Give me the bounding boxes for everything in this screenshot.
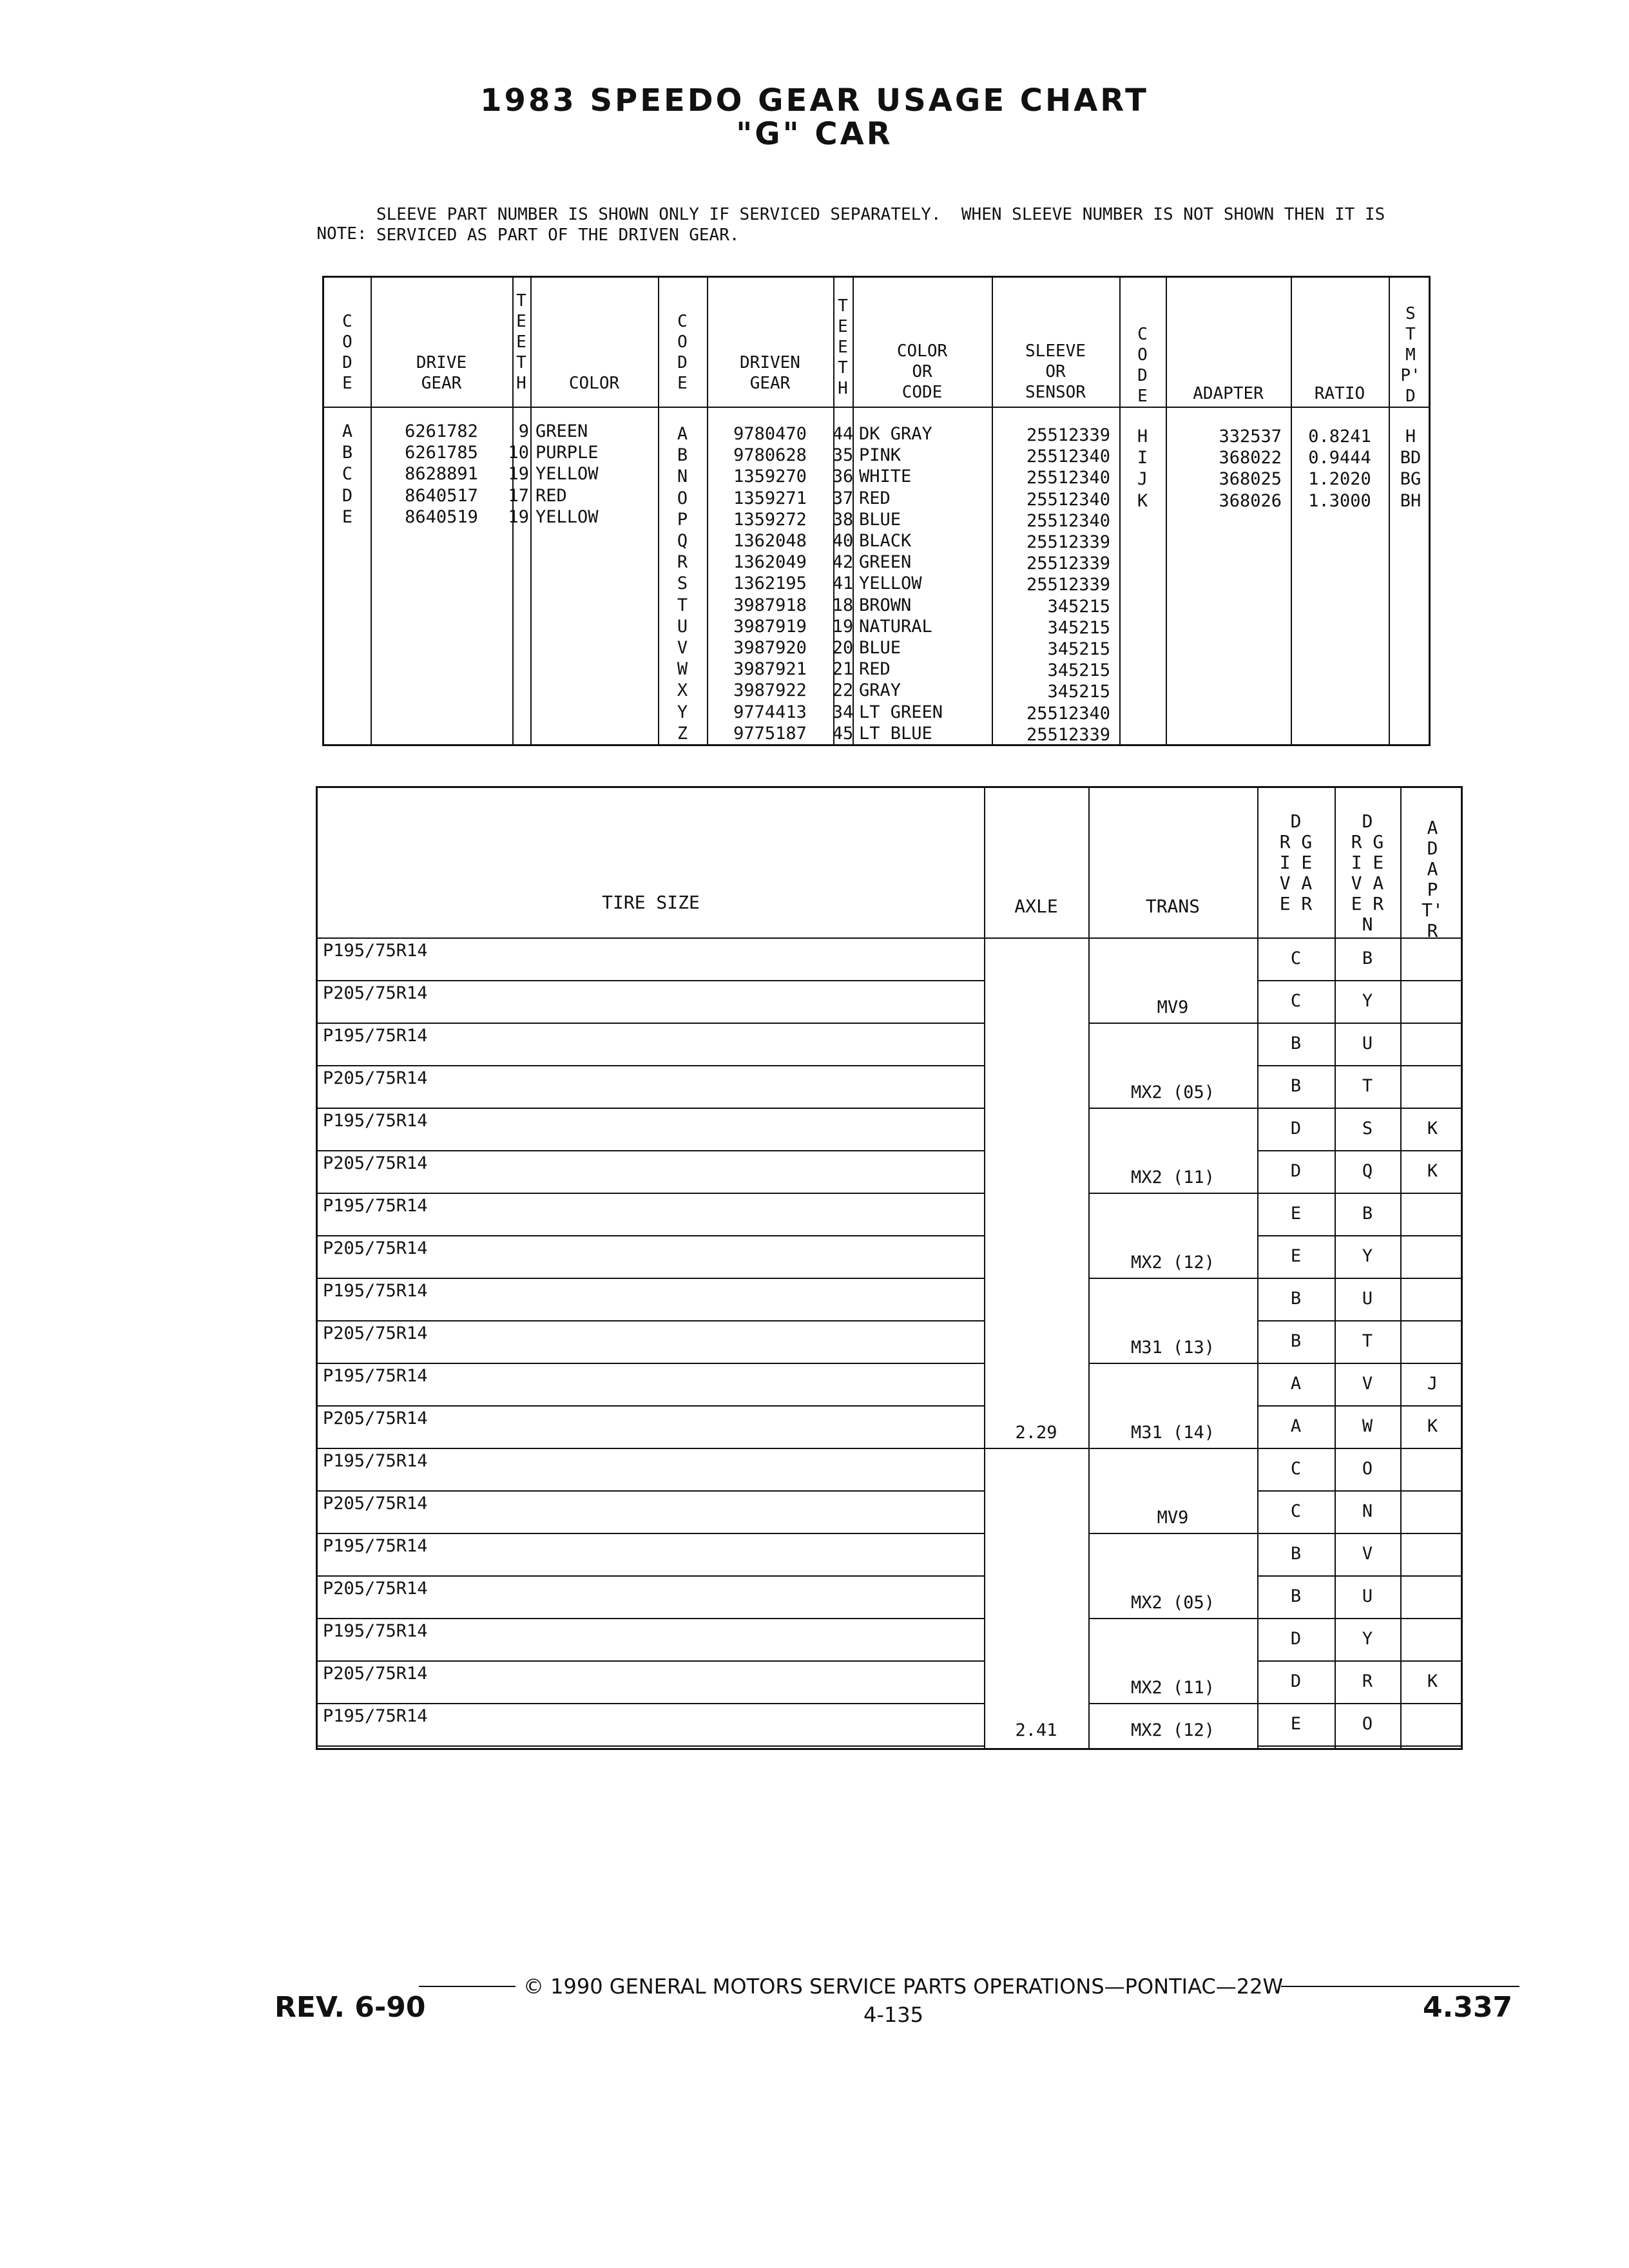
header-teeth-2: T E E T H: [838, 296, 848, 398]
driven-codes: A B N O P Q R S T U V W X Y Z: [677, 424, 688, 744]
axle-cell: [984, 1199, 1088, 1242]
drive-gears: 6261782 6261785 8628891 8640517 8640519: [405, 421, 478, 527]
tire-size-cell: P205/75R14: [323, 1153, 428, 1173]
driven-gear-cell: R: [1362, 1671, 1373, 1691]
adapter-cell: [1400, 1235, 1465, 1278]
axle-cell: [984, 1667, 1088, 1709]
axle-cell: [984, 1539, 1088, 1582]
copyright: © 1990 GENERAL MOTORS SERVICE PARTS OPERATIONS—PONTIAC—22W: [523, 1974, 1284, 1999]
tire-size-cell: P205/75R14: [323, 1579, 428, 1599]
header-code-3: C O D E: [1137, 325, 1148, 406]
drive-gear-cell: D: [1290, 1671, 1302, 1691]
axle-cell: [984, 1072, 1088, 1114]
adapter-cell: [1400, 1278, 1465, 1320]
tire-size-cell: P195/75R14: [323, 1366, 428, 1386]
driven-gear-cell: B: [1362, 1204, 1373, 1224]
adapter-cell: K: [1427, 1671, 1438, 1691]
driven-gear-cell: O: [1362, 1714, 1373, 1734]
header-teeth-1: T E E T H: [516, 291, 526, 393]
header-drive-gear: DRIVE GEAR: [416, 353, 467, 393]
adapter-stamps: H BD BG BH: [1400, 427, 1422, 511]
trans-cell: [1088, 1624, 1257, 1667]
trans-cell: [1088, 1369, 1257, 1412]
header-stmpd: S T M P' D: [1400, 304, 1421, 406]
trans-cell: MX2 (05): [1130, 1082, 1215, 1102]
trans-cell: [1088, 944, 1257, 986]
driven-gear-cell: U: [1362, 1289, 1373, 1309]
tire-size-cell: P195/75R14: [323, 1536, 428, 1556]
adapter-cell: [1400, 1320, 1465, 1363]
drive-gear-cell: B: [1290, 1076, 1302, 1096]
driven-gear-cell: Y: [1362, 1629, 1373, 1649]
adapter-cell: [1400, 1448, 1465, 1490]
driven-gear-cell: V: [1362, 1374, 1373, 1394]
header-ratio: RATIO: [1314, 384, 1365, 403]
drive-gear-cell: C: [1290, 991, 1302, 1011]
header-color-code: COLOR OR CODE: [896, 341, 948, 402]
drive-gear-cell: B: [1290, 1331, 1302, 1351]
trans-cell: [1088, 1454, 1257, 1497]
driven-gear-cell: O: [1362, 1459, 1373, 1479]
note-label: NOTE:: [316, 224, 367, 244]
adapter-cell: [1400, 1703, 1465, 1745]
header-code-2: C O D E: [677, 312, 688, 393]
header-adapter-2: A D A P T' R: [1422, 817, 1443, 941]
trans-cell: MX2 (05): [1130, 1593, 1215, 1613]
tire-size-cell: P195/75R14: [323, 1706, 428, 1726]
driven-gears: 9780470 9780628 1359270 1359271 1359272 1362048 1362049 1362195 3987918 3987919 3987920 3987921 3987922 9774413 9775187: [733, 424, 807, 744]
driven-gear-cell: U: [1362, 1586, 1373, 1606]
drive-gear-cell: A: [1290, 1416, 1302, 1436]
trans-cell: M31 (13): [1130, 1338, 1215, 1358]
drive-teeth: 9 10 19 17 19: [508, 421, 529, 527]
drive-gear-cell: C: [1290, 1459, 1302, 1479]
axle-cell: [984, 1454, 1088, 1497]
tire-size-cell: P195/75R14: [323, 941, 428, 961]
tire-size-cell: P205/75R14: [323, 1323, 428, 1343]
adapter-cell: [1400, 980, 1465, 1023]
driven-gear-cell: W: [1362, 1416, 1373, 1436]
axle-cell: [984, 1327, 1088, 1369]
header-driven-gear-2: D R G I E V A E R N: [1351, 811, 1384, 935]
driven-sleeves: 25512339 25512340 25512340 25512340 25512340 25512339 25512339 25512339 345215 345215 345215 345215 345215 25512340 25512339: [1026, 425, 1110, 745]
drive-gear-cell: B: [1290, 1586, 1302, 1606]
header-axle: AXLE: [1014, 896, 1058, 917]
drive-gear-cell: C: [1290, 948, 1302, 968]
header-driven-gear: DRIVEN GEAR: [740, 353, 800, 393]
header-trans: TRANS: [1145, 896, 1200, 917]
tire-size-cell: P195/75R14: [323, 1111, 428, 1131]
page-title: 1983 SPEEDO GEAR USAGE CHART: [480, 82, 1149, 119]
header-sleeve: SLEEVE OR SENSOR: [1025, 341, 1086, 402]
adapter-cell: [1400, 1533, 1465, 1575]
axle-cell: [984, 1582, 1088, 1624]
driven-gear-cell: Y: [1362, 1246, 1373, 1266]
adapter-cell: K: [1427, 1416, 1438, 1436]
driven-colors: DK GRAY PINK WHITE RED BLUE BLACK GREEN YELLOW BROWN NATURAL BLUE RED GRAY LT GREEN LT BLUE: [859, 424, 943, 744]
trans-cell: M31 (14): [1130, 1423, 1215, 1443]
adapter-cell: K: [1427, 1161, 1438, 1181]
adapter-cell: [1400, 1490, 1465, 1533]
drive-gear-cell: E: [1290, 1714, 1302, 1734]
drive-gear-cell: E: [1290, 1204, 1302, 1224]
trans-cell: MX2 (12): [1130, 1253, 1215, 1273]
revision: REV. 6-90: [275, 1991, 426, 2024]
adapter-codes: H I J K: [1137, 427, 1148, 511]
header-tire-size: TIRE SIZE: [602, 892, 700, 913]
adapter-cell: [1400, 1193, 1465, 1235]
tire-size-cell: P195/75R14: [323, 1281, 428, 1301]
tire-size-cell: P205/75R14: [323, 1238, 428, 1258]
page-number-right: 4.337: [1423, 1991, 1513, 2024]
tire-size-cell: P195/75R14: [323, 1451, 428, 1471]
axle-cell: [984, 1624, 1088, 1667]
axle-cell: [984, 1242, 1088, 1284]
header-color-1: COLOR: [568, 374, 620, 393]
adapter-parts: 332537 368022 368025 368026: [1219, 427, 1282, 511]
adapter-ratios: 0.8241 0.9444 1.2020 1.3000: [1308, 427, 1371, 511]
driven-gear-cell: Y: [1362, 991, 1373, 1011]
axle-cell: [984, 1284, 1088, 1327]
axle-cell: [984, 1157, 1088, 1199]
trans-cell: MX2 (11): [1130, 1678, 1215, 1698]
axle-cell: 2.29: [1015, 1423, 1057, 1443]
header-adapter: ADAPTER: [1193, 384, 1264, 403]
tire-size-cell: P195/75R14: [323, 1621, 428, 1641]
adapter-cell: [1400, 1575, 1465, 1618]
axle-cell: [984, 1029, 1088, 1072]
trans-cell: [1088, 1284, 1257, 1327]
driven-gear-cell: T: [1362, 1331, 1373, 1351]
adapter-cell: [1400, 1023, 1465, 1065]
drive-gear-cell: D: [1290, 1119, 1302, 1139]
tire-size-cell: P205/75R14: [323, 1494, 428, 1514]
driven-teeth: 44 35 36 37 38 40 42 41 18 19 20 21 22 34 45: [832, 424, 854, 744]
page-number-center: 4-135: [863, 2003, 923, 2027]
trans-cell: [1088, 1539, 1257, 1582]
axle-cell: [984, 1114, 1088, 1157]
header-code-1: C O D E: [342, 312, 352, 393]
adapter-cell: [1400, 1065, 1465, 1108]
driven-gear-cell: N: [1362, 1501, 1373, 1521]
tire-size-cell: P205/75R14: [323, 1408, 428, 1428]
drive-gear-cell: B: [1290, 1544, 1302, 1564]
page-subtitle: "G" CAR: [736, 116, 893, 152]
note-line-2: SERVICED AS PART OF THE DRIVEN GEAR.: [376, 226, 740, 245]
adapter-cell: [1400, 937, 1465, 980]
driven-gear-cell: V: [1362, 1544, 1373, 1564]
note-line-1: SLEEVE PART NUMBER IS SHOWN ONLY IF SERVICED SEPARATELY. WHEN SLEEVE NUMBER IS NOT SHOWN THEN IT IS: [376, 205, 1385, 224]
adapter-cell: K: [1427, 1119, 1438, 1139]
driven-gear-cell: S: [1362, 1119, 1373, 1139]
trans-cell: MX2 (12): [1130, 1720, 1215, 1740]
axle-cell: [984, 986, 1088, 1029]
header-drive-gear-2: D R G I E V A E R: [1279, 811, 1313, 914]
tire-size-cell: P195/75R14: [323, 1026, 428, 1046]
drive-colors: GREEN PURPLE YELLOW RED YELLOW: [535, 421, 599, 527]
adapter-cell: J: [1427, 1374, 1438, 1394]
drive-gear-cell: C: [1290, 1501, 1302, 1521]
drive-gear-cell: A: [1290, 1374, 1302, 1394]
axle-cell: [984, 1369, 1088, 1412]
trans-cell: [1088, 1199, 1257, 1242]
tire-size-cell: P205/75R14: [323, 1664, 428, 1684]
trans-cell: MX2 (11): [1130, 1168, 1215, 1187]
trans-cell: MV9: [1157, 1508, 1189, 1528]
driven-gear-cell: Q: [1362, 1161, 1373, 1181]
tire-size-cell: P195/75R14: [323, 1196, 428, 1216]
drive-gear-cell: D: [1290, 1629, 1302, 1649]
adapter-cell: [1400, 1618, 1465, 1660]
drive-gear-cell: B: [1290, 1033, 1302, 1053]
note: [296, 205, 367, 244]
tire-size-cell: P205/75R14: [323, 983, 428, 1003]
drive-gear-cell: B: [1290, 1289, 1302, 1309]
trans-cell: MV9: [1157, 997, 1189, 1017]
trans-cell: [1088, 1029, 1257, 1072]
axle-cell: [984, 944, 1088, 986]
drive-gear-cell: D: [1290, 1161, 1302, 1181]
usage-table: [316, 786, 1463, 1750]
driven-gear-cell: U: [1362, 1033, 1373, 1053]
driven-gear-cell: T: [1362, 1076, 1373, 1096]
driven-gear-cell: B: [1362, 948, 1373, 968]
trans-cell: [1088, 1114, 1257, 1157]
drive-codes: A B C D E: [342, 421, 353, 527]
axle-cell: 2.41: [1015, 1720, 1057, 1740]
gear-table: [322, 276, 1431, 746]
tire-size-cell: P205/75R14: [323, 1068, 428, 1088]
drive-gear-cell: E: [1290, 1246, 1302, 1266]
axle-cell: [984, 1497, 1088, 1539]
